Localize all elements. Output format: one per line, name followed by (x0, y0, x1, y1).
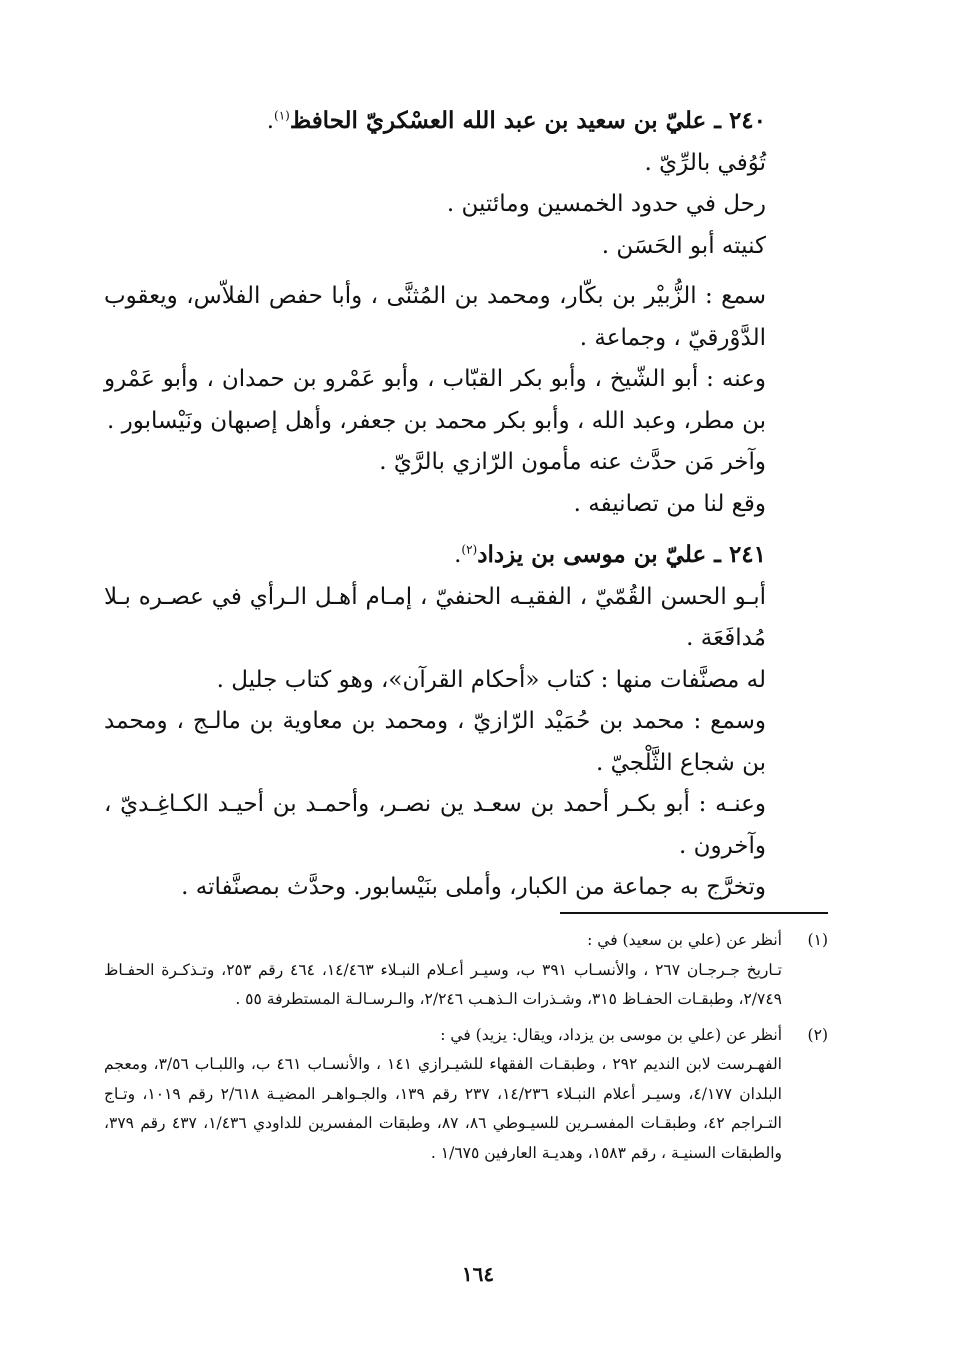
footnote-2-sources: الفهـرست لابن النديم ٢٩٢ ، وطبقـات الفقهاء للشيـرازي ١٤١ ، والأنسـاب ٤٦١ ب، واللبـاب ٣/٥٦، ومعجم البلدان ٤/١٧٧، وسيـر أعلام النبـلاء ١٤/٢٣٦، ٢٣٧ رقم ١٣٩، والجـواهـر المضيـة ٢/٦١٨ رقم ١٠١٩، وتـاج التـراجم ٤٢، وطبقـات المفسـرين للسيـوطي ٨٦، ٨٧، وطبقات المفسرين للداودي ١/٤٣٦، ٤٣٧ رقم ٣٧٩، والطبقات السنيـة ، رقم ١٥٨٣، وهديـة العارفين ١/٦٧٥ . (104, 1055, 782, 1162)
entry-240-kunya-line: كنيته أبو الحَسَن . (601, 232, 766, 259)
footnote-marker-2: (٢) (461, 542, 478, 557)
footnote-2 (104, 1021, 828, 1169)
footnote-marker-1: (١) (274, 108, 290, 123)
entry-241-works-line: له مصنَّفات منها : كتاب «أحكام القرآن»، وهو كتاب جليل . (216, 666, 766, 693)
entry-240-title: ٢٤٠ ـ عليّ بن سعيد بن عبد الله العسْكريّ الحافظ (289, 107, 766, 134)
entry-241-title: ٢٤١ ـ عليّ بن موسى بن يزداد (477, 541, 766, 568)
entry-240-heading-end: . (266, 108, 275, 134)
footnote-1 (104, 926, 828, 1015)
main-text (104, 100, 828, 909)
footnote-2-body (104, 1021, 782, 1169)
entry-240-last-narrator-line: وآخر مَن حدَّث عنه مأمون الرّازي بالرَّيّ . (379, 449, 766, 475)
entry-241-students-paragraph: وعنـه : أبو بكـر أحمد بن سعـد ين نصـر، وأحمـد بن أحيـد الكـاغِـديّ ، وآخرون . (104, 791, 766, 859)
entry-240-heading (104, 100, 828, 143)
footnote-1-number: (١) (807, 931, 828, 949)
footnotes (104, 926, 828, 1174)
entry-240-teachers-paragraph: سمع : الزُّبيْر بن بكّار، ومحمد بن المُثنَّى ، وأبا حفص الفلاّس، ويعقوب الدَّوْرقيّ ، وجماعة . (104, 283, 766, 351)
footnote-2-number: (٢) (807, 1025, 828, 1044)
footnote-1-sources: تـاريخ جـرجـان ٢٦٧ ، والأنسـاب ٣٩١ ب، وسيـر أعـلام النبـلاء ١٤/٤٦٣، ٤٦٤ رقم ٢٥٣، وتـذكـرة الحفـاظ ٢/٧٤٩، وطبقـات الحفـاظ ٣١٥، وشـذرات الـذهـب ٢/٢٤٦، والـرسـالـة المستطرفة ٥٥ . (104, 960, 782, 1008)
entry-241-teachers-paragraph: وسمع : محمد بن حُمَيْد الرّازيّ ، ومحمد بن معاوية بن مالـج ، ومحمد بن شجاع الثَّلْجيّ . (104, 708, 766, 776)
footnote-1-body (104, 926, 782, 1015)
footnote-2-intro: أنظر عن (علي بن موسى بن يزداد، ويقال: يزيد) في : (440, 1025, 782, 1044)
entry-240-travel-line: رحل في حدود الخمسين ومائتين . (446, 191, 766, 217)
entry-241-description-paragraph: أبـو الحسن القُمّيّ ، الفقيـه الحنفيّ ، إمـام أهـل الـرأي في عصـره بـلا مُدافَعَة . (104, 583, 766, 651)
page-number: ١٦٤ (461, 1262, 495, 1286)
entry-240-death-line: تُوُفي بالرِّيّ . (644, 149, 766, 176)
entry-240-works-line: وقع لنا من تصانيفه . (573, 490, 766, 517)
entry-241-dictation-line: وتخرَّج به جماعة من الكبار، وأملى بنَيْسابور. وحدَّث بمصنَّفاته . (181, 874, 766, 900)
entry-241-heading-end: . (454, 542, 462, 568)
entry-240-students-paragraph: وعنه : أبو الشّيخ ، وأبو بكر القبّاب ، وأبو عَمْرو بن حمدان ، وأبو عَمْرو بن مطر، وعبد الله ، وأبو بكر محمد بن جعفر، وأهل إصبهان ونَيْسابور . (104, 366, 766, 434)
entry-241-heading (104, 534, 828, 577)
footnote-separator (560, 912, 828, 914)
footnote-1-intro: أنظر عن (علي بن سعيد) في : (587, 931, 782, 949)
